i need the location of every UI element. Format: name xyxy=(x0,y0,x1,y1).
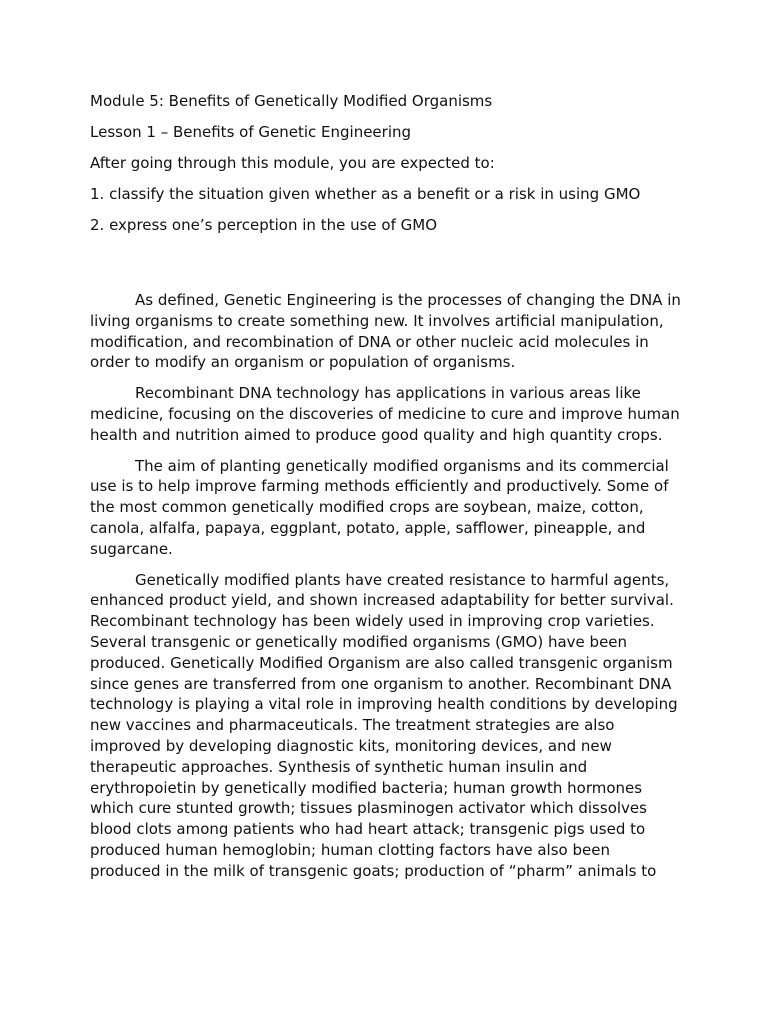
document-page xyxy=(90,91,682,892)
objective-item: 2. express one’s perception in the use of GMO xyxy=(90,216,437,234)
paragraph-gmo-benefits: Genetically modified plants have created resistance to harmful agents, enhanced product yield, and shown increased adaptability for better survival. Recombinant technology has been widely used in improving crop varieties. Several transgenic or genetically modified organisms (GMO) have been produced. Genetically Modified Organism are also called transgenic organism since genes are transferred from one organism to another. Recombinant DNA technology is playing a vital role in improving health conditions by developing new vaccines and pharmaceuticals. The treatment strategies are also improved by developing diagnostic kits, monitoring devices, and new therapeutic approaches. Synthesis of synthetic human insulin and erythropoietin by genetically modified bacteria; human growth hormones which cure stunted growth; tissues plasminogen activator which dissolves blood clots among patients who had heart attack; transgenic pigs used to produced human hemoglobin; human clotting factors have also been produced in the milk of transgenic goats; production of “pharm” animals to xyxy=(90,570,678,880)
paragraph-genetic-engineering-definition: As defined, Genetic Engineering is the processes of changing the DNA in living organisms to create something new. It involves artificial manipulation, modification, and recombination of DNA or other nucleic acid molecules in order to modify an organism or population of organisms. xyxy=(90,291,681,372)
lesson-title: Lesson 1 – Benefits of Genetic Engineering xyxy=(90,123,412,141)
objective-item: 1. classify the situation given whether as a benefit or a risk in using GMO xyxy=(90,185,641,203)
objectives-intro: After going through this module, you are expected to: xyxy=(90,154,495,172)
section-spacer xyxy=(90,246,682,290)
paragraph-recombinant-dna-applications: Recombinant DNA technology has applications in various areas like medicine, focusing on the discoveries of medicine to cure and improve human health and nutrition aimed to produce good quality and high quantity crops. xyxy=(90,384,680,444)
paragraph-gmo-crops: The aim of planting genetically modified organisms and its commercial use is to help improve farming methods efficiently and productively. Some of the most common genetically modified crops are soybean, maize, cotton, canola, alfalfa, papaya, eggplant, potato, apple, safflower, pineapple, and sugarcane. xyxy=(90,456,669,558)
module-title: Module 5: Benefits of Genetically Modified Organisms xyxy=(90,92,493,110)
